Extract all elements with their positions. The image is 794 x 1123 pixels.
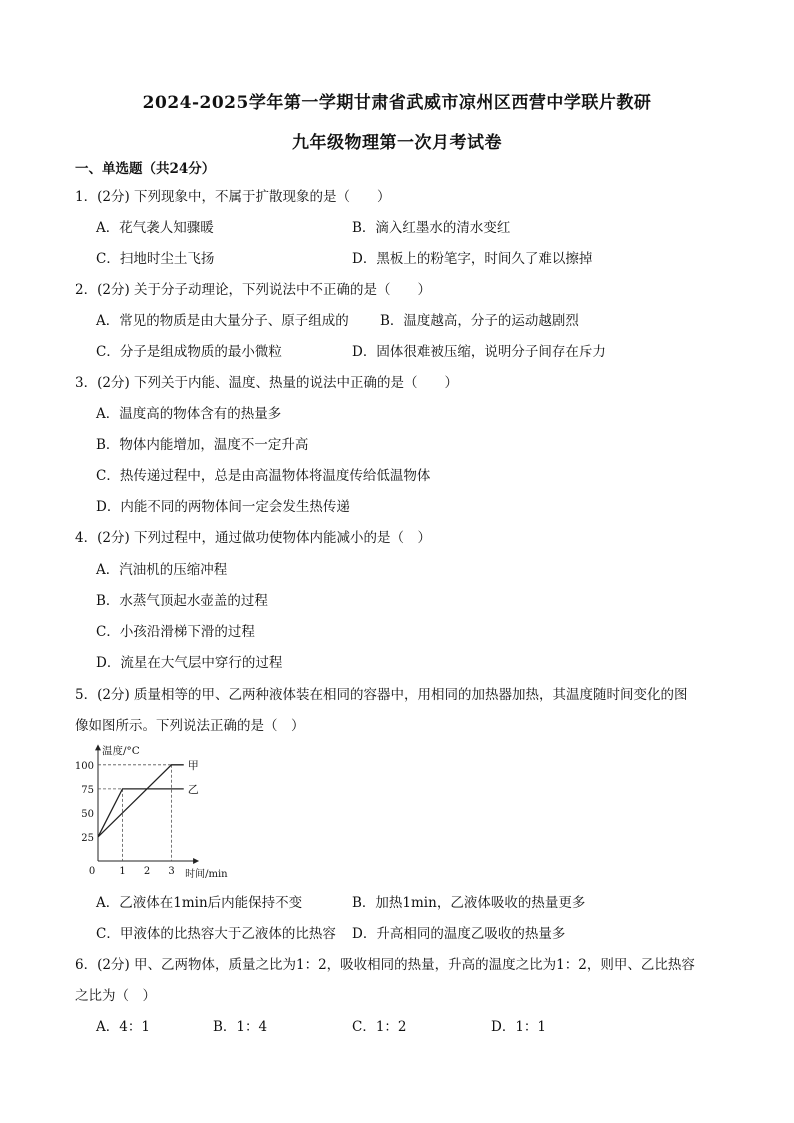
origin-label: 0 [88,866,96,877]
question-3-stem: 3．(2分) 下列关于内能、温度、热量的说法中正确的是（ ） [75,375,459,391]
question-6-option-b[interactable]: B．1：4 [213,1019,268,1035]
series-label-0: 甲 [187,758,199,772]
question-2-stem: 2．(2分) 关于分子动理论，下列说法中不正确的是（ ） [75,282,432,298]
x-axis-arrow [193,858,199,864]
y-axis-label: 温度/°C [102,745,140,757]
y-axis-arrow [95,744,101,750]
series-line-0 [98,765,184,837]
question-5-option-c[interactable]: C．甲液体的比热容大于乙液体的比热容 [96,926,336,942]
y-tick-label-1: 50 [81,808,94,820]
temperature-time-chart [70,742,250,882]
exam-title-line1: 2024-2025学年第一学期甘肃省武威市凉州区西营中学联片教研 [142,93,652,113]
question-2-option-d[interactable]: D．固体很难被压缩，说明分子间存在斥力 [352,344,606,360]
question-1-option-b[interactable]: B．滴入红墨水的清水变红 [352,220,511,236]
y-tick-label-0: 25 [81,832,94,844]
question-5-option-a[interactable]: A．乙液体在1min后内能保持不变 [96,895,303,911]
question-1-option-c[interactable]: C．扫地时尘土飞扬 [96,251,215,267]
question-4-option-b[interactable]: B．水蒸气顶起水壶盖的过程 [96,593,268,609]
question-6-option-a[interactable]: A．4：1 [96,1019,150,1035]
question-4-stem: 4．(2分) 下列过程中，通过做功使物体内能减小的是（ ） [75,530,432,546]
question-6-stem-line2: 之比为（ ） [75,988,156,1004]
question-2-option-c[interactable]: C．分子是组成物质的最小微粒 [96,344,282,360]
question-3-option-a[interactable]: A．温度高的物体含有的热量多 [96,406,282,422]
x-tick-label-0: 1 [119,866,126,877]
question-3-option-d[interactable]: D．内能不同的两物体间一定会发生热传递 [96,499,350,515]
question-5-option-d[interactable]: D．升高相同的温度乙吸收的热量多 [352,926,566,942]
question-1-stem: 1．(2分) 下列现象中，不属于扩散现象的是（ ） [75,189,391,205]
question-5-option-b[interactable]: B．加热1min，乙液体吸收的热量更多 [352,895,586,911]
section-heading: 一、单选题（共24分） [75,161,216,177]
exam-title-line2: 九年级物理第一次月考试卷 [292,133,502,153]
question-2-option-b[interactable]: B．温度越高，分子的运动越剧烈 [380,313,579,329]
question-3-option-b[interactable]: B．物体内能增加，温度不一定升高 [96,437,309,453]
question-5-stem-line2: 像如图所示。下列说法正确的是（ ） [75,718,305,734]
series-label-1: 乙 [187,782,199,796]
question-2-option-a[interactable]: A．常见的物质是由大量分子、原子组成的 [96,313,349,329]
x-tick-label-2: 3 [168,866,175,877]
question-1-option-d[interactable]: D．黑板上的粉笔字，时间久了难以擦掉 [352,251,593,267]
x-axis-label: 时间/min [185,869,228,880]
question-4-option-c[interactable]: C．小孩沿滑梯下滑的过程 [96,624,255,640]
question-6-stem-line1: 6．(2分) 甲、乙两物体，质量之比为1：2，吸收相同的热量，升高的温度之比为1：2，则甲、乙比热容 [75,957,695,973]
y-tick-label-2: 75 [81,784,94,796]
question-6-option-c[interactable]: C．1：2 [352,1019,407,1035]
question-1-option-a[interactable]: A．花气袭人知骤暖 [96,220,214,236]
question-5-stem-line1: 5．(2分) 质量相等的甲、乙两种液体装在相同的容器中，用相同的加热器加热，其温度随时间变化的图 [75,687,688,703]
x-tick-label-1: 2 [143,866,151,877]
question-6-option-d[interactable]: D．1：1 [491,1019,547,1035]
question-4-option-a[interactable]: A．汽油机的压缩冲程 [96,562,228,578]
question-4-option-d[interactable]: D．流星在大气层中穿行的过程 [96,655,283,671]
y-tick-label-3: 100 [74,760,94,772]
series-line-1 [98,789,184,837]
question-3-option-c[interactable]: C．热传递过程中，总是由高温物体将温度传给低温物体 [96,468,431,484]
